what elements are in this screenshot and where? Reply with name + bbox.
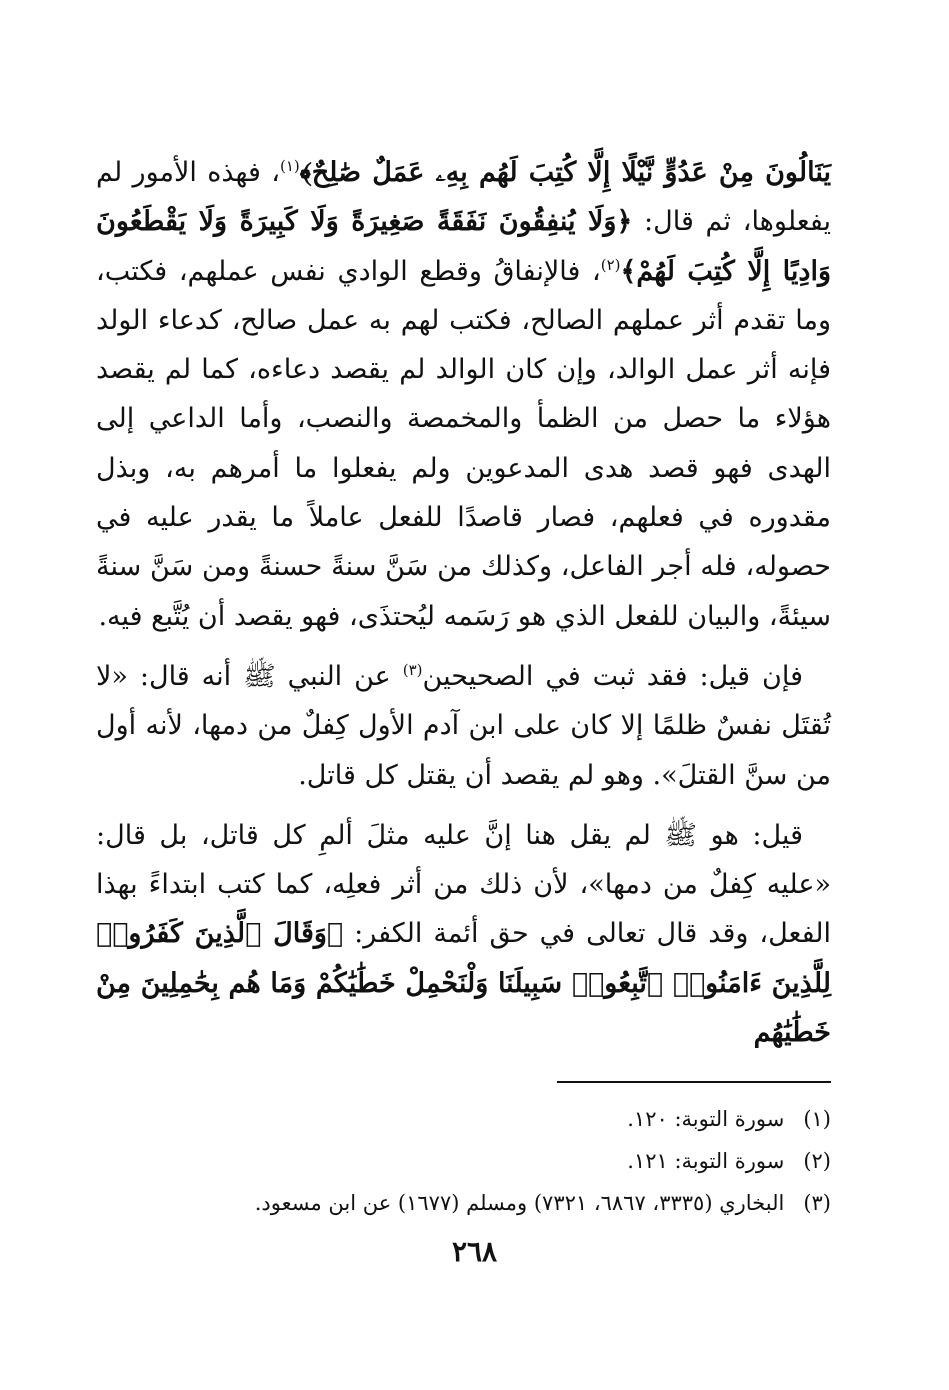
paragraph <box>96 148 831 641</box>
footnote-number: (١) <box>803 1107 831 1131</box>
footnote <box>96 1182 831 1224</box>
footnotes <box>96 1098 831 1224</box>
quran-verse: وَلَا يُنفِقُونَ نَفَقَةً صَغِيرَةً وَلَا كَبِيرَةً وَلَا يَقْطَعُونَ وَادِيًا إِلَّا كُتِبَ لَهُمْ <box>96 206 831 287</box>
text-segment: عن النبي ﷺ أنه قال: «لا تُقتَل نفسٌ ظلمًا إلا كان على ابن آدم الأول كِفلٌ من دمها، لأنه أول من سنَّ القتلَ». وهو لم يقصد أن يقتل كل قاتل. <box>96 660 831 791</box>
footnote-number: (٢) <box>803 1149 831 1173</box>
footnote-number: (٣) <box>803 1191 831 1215</box>
text-segment: قيل: هو ﷺ لم يقل هنا إنَّ عليه مثلَ ألمِ كل قاتل، بل قال: «عليه كِفلٌ من دمها»، لأن ذلك من أثر فعلِه، كما كتب ابتداءً بهذا الفعل، وقد قال تعالى في حق أئمة الكفر: <box>96 819 831 950</box>
footnote-marker: (١) <box>279 157 300 175</box>
page-number: ٢٦٨ <box>451 1235 498 1268</box>
paragraph <box>96 811 831 1057</box>
text-segment: ، فهذه الأمور لم يفعلوها، ثم قال: <box>96 157 831 238</box>
footnote-separator <box>557 1081 831 1083</box>
verse-bracket: ﴾ <box>299 157 312 188</box>
verse-bracket: ﴾ <box>620 255 637 287</box>
quran-verse: يَنَالُونَ مِنْ عَدُوٍّ نَّيْلًا إِلَّا كُتِبَ لَهُم بِهِۦ عَمَلٌ صَٰلِحٌ <box>311 157 831 188</box>
footnote-marker: (٣) <box>402 660 423 679</box>
quran-verse: وَقَالَ ٱلَّذِينَ كَفَرُوا۟ لِلَّذِينَ ءَامَنُوا۟ ٱتَّبِعُوا۟ سَبِيلَنَا وَلْنَحْمِلْ خَطَٰيَٰكُمْ وَمَا هُم بِحَٰمِلِينَ مِنْ خَطَٰيَٰهُم <box>96 918 831 1049</box>
footnote <box>96 1098 831 1140</box>
text-segment: فإن قيل: فقد ثبت في الصحيحين <box>422 660 803 692</box>
text-segment: ، فالإنفاقُ وقطع الوادي نفس عملهم، فكتب، وما تقدم أثر عملهم الصالح، فكتب لهم به عمل صالح، كدعاء الولد فإنه أثر عمل الوالد، وإن كان الوالد لم يقصد دعاءه، كما لم يقصد هؤلاء ما حصل من الظمأ والمخمصة والنصب، وأما الداعي إلى الهدى فهو قصد هدى المدعوين ولم يفعلوا ما أمرهم به، وبذل مقدوره في فعلهم، فصار قاصدًا للفعل عاملاً ما يقدر عليه في حصوله، فله أجر الفاعل، وكذلك من سَنَّ سنةً حسنةً ومن سَنَّ سنةً سيئةً، والبيان للفعل الذي هو رَسَمه ليُحتذَى، فهو يقصد أن يُتَّبع فيه. <box>96 255 831 632</box>
verse-bracket: ﴿ <box>616 206 633 238</box>
footnote <box>96 1140 831 1182</box>
verse-bracket: ﴿ <box>326 918 344 950</box>
footnote-text: سورة التوبة: ١٢٠. <box>627 1107 785 1131</box>
main-text <box>96 148 831 1057</box>
footnote-text: البخاري (٣٣٣٥، ٦٨٦٧، ٧٣٢١) ومسلم (١٦٧٧) عن ابن مسعود. <box>254 1191 785 1215</box>
footnote-text: سورة التوبة: ١٢١. <box>627 1149 785 1173</box>
paragraph <box>96 652 831 800</box>
footnote-marker: (٢) <box>600 255 621 274</box>
